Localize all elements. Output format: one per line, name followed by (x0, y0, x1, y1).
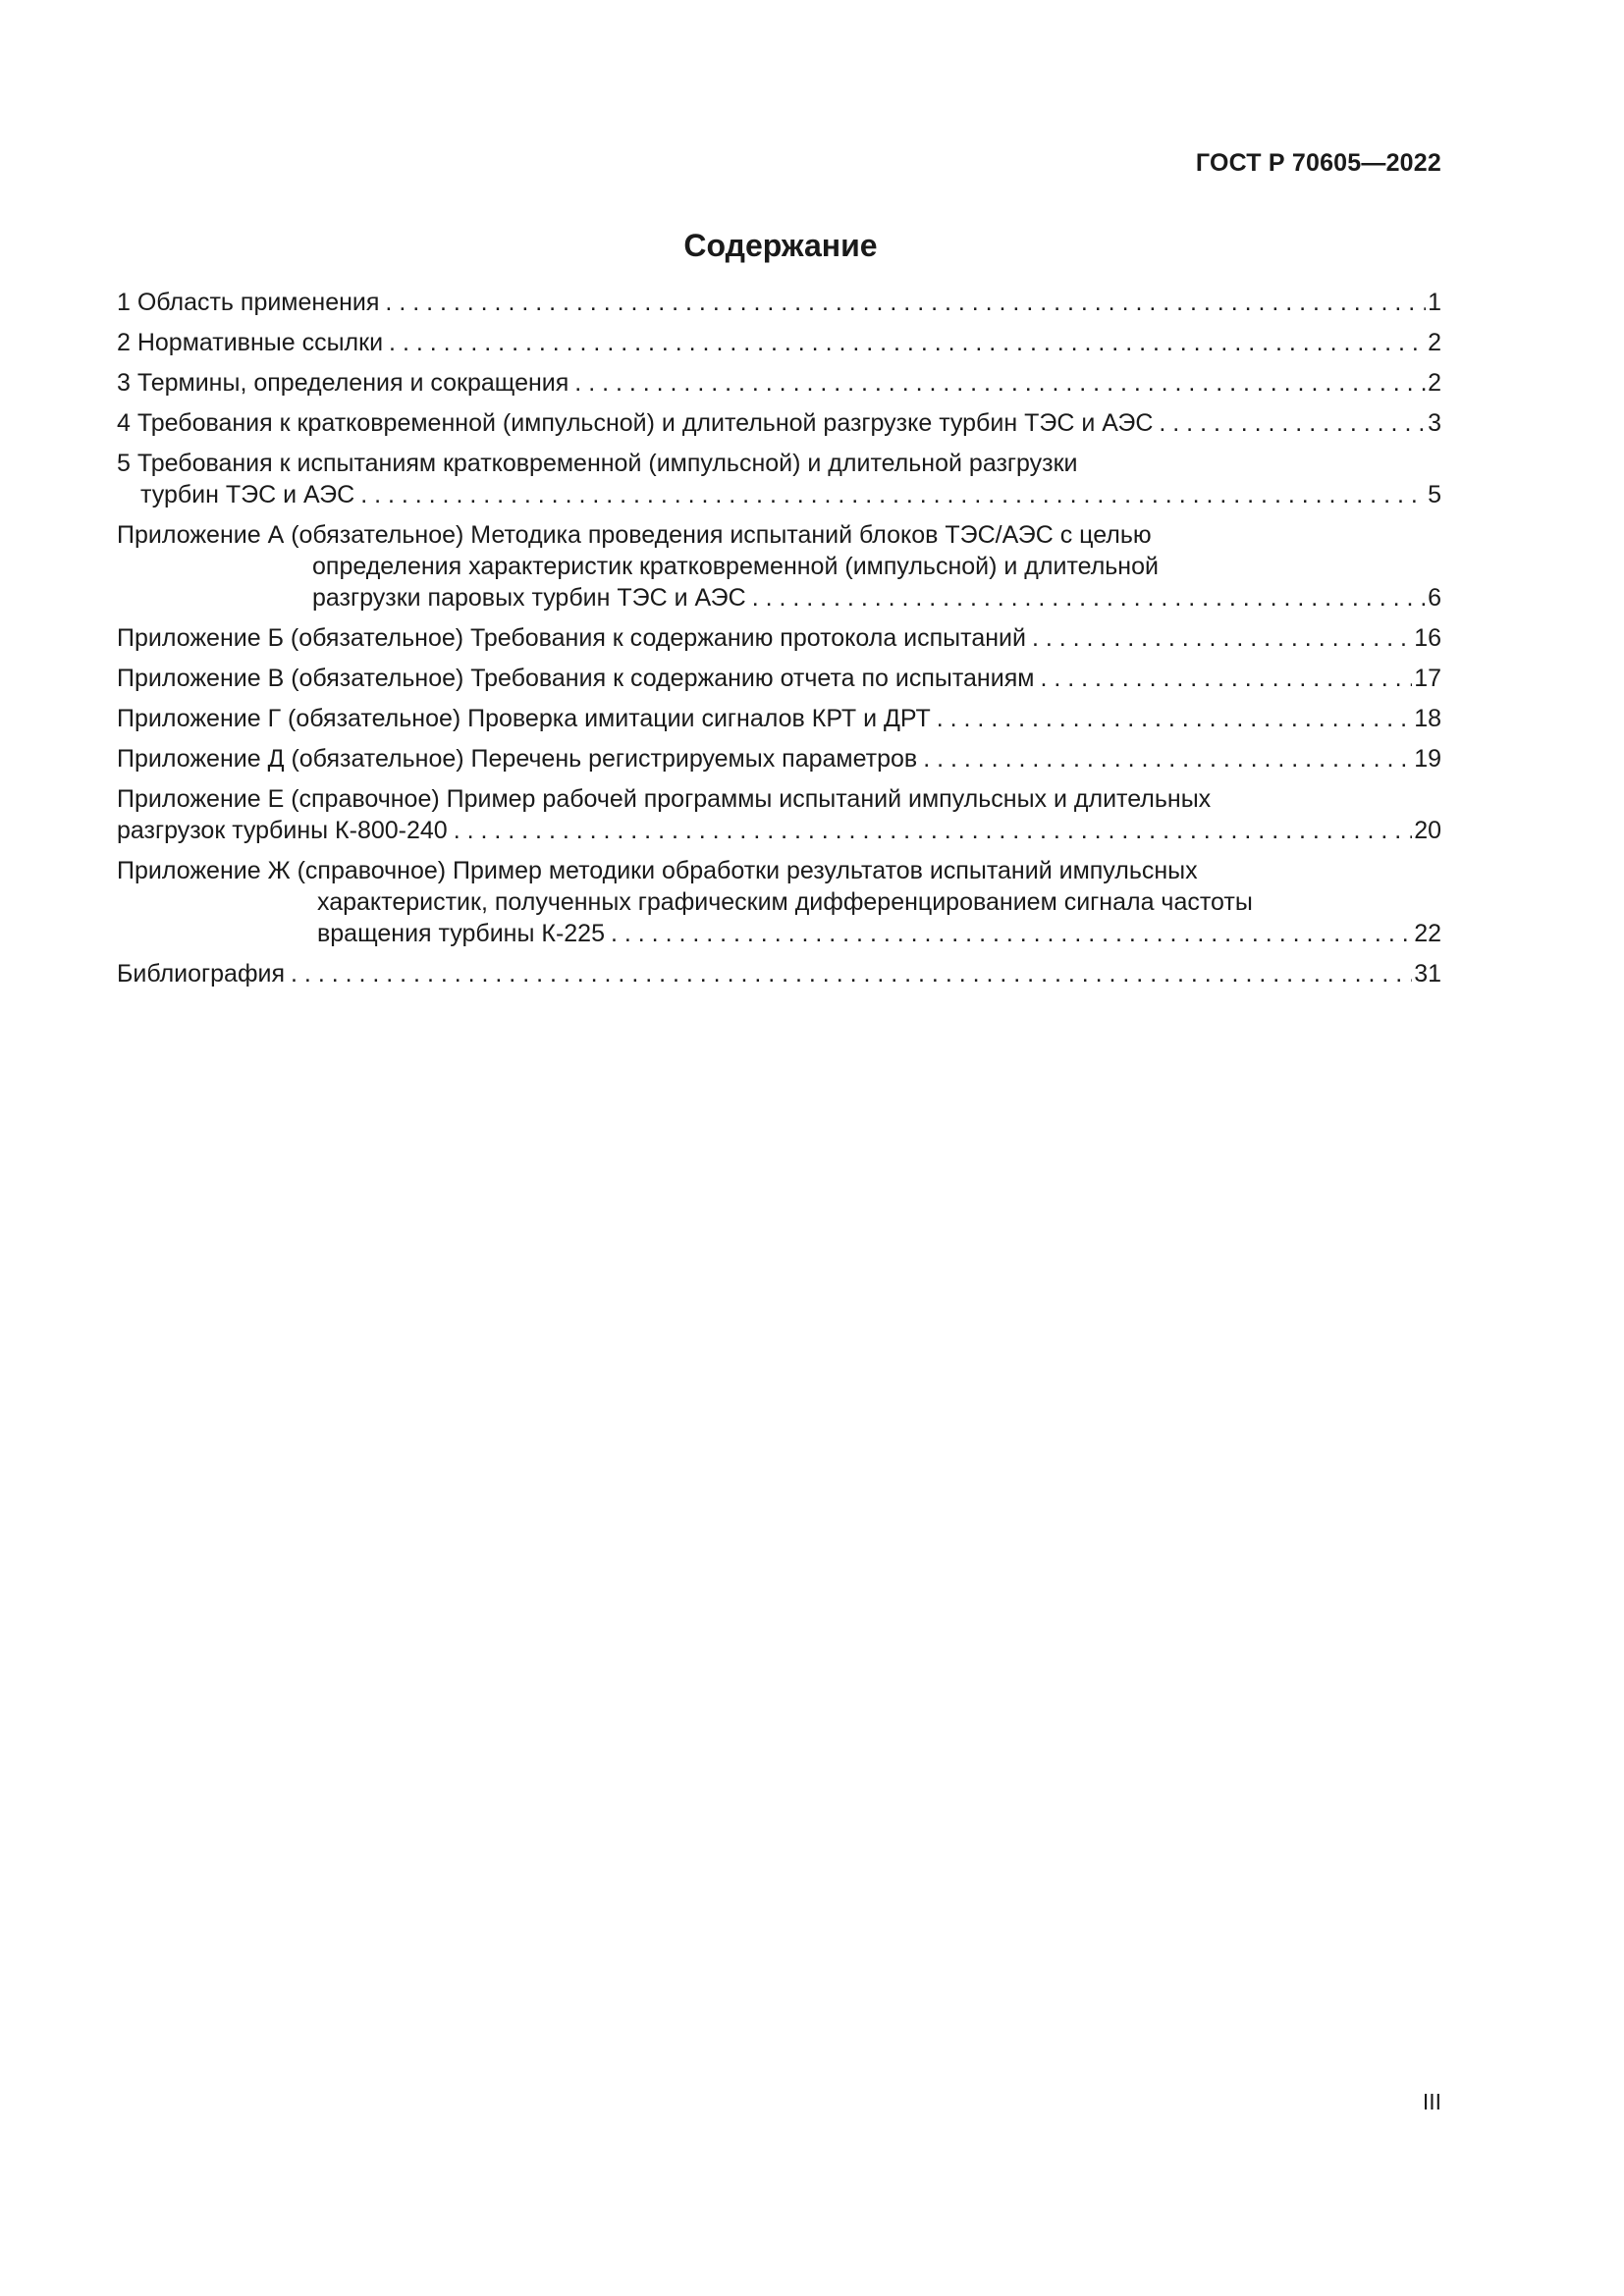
toc-entry-title-continuation: турбин ТЭС и АЭС (140, 481, 355, 508)
toc-entry[interactable] (117, 663, 1441, 694)
toc-page-number: 5 (1428, 481, 1441, 508)
toc-entry-title-continuation: разгрузок турбины К-800-240 (117, 817, 448, 844)
toc-entry-title: 2 Нормативные ссылки (117, 329, 384, 356)
toc-entry-title-line: 5 Требования к испытаниям кратковременной (импульсной) и длительной разгрузки (117, 450, 1078, 477)
toc-entry-title-line: характеристик, полученных графическим дифференцированием сигнала частоты (317, 888, 1253, 916)
toc-entry[interactable] (117, 367, 1441, 399)
toc-page-number: 19 (1414, 745, 1441, 773)
dot-leader (389, 327, 1426, 358)
toc-entry[interactable] (117, 855, 1441, 949)
dot-leader (1032, 622, 1412, 654)
toc-entry[interactable] (117, 743, 1441, 774)
toc-entry-title: Приложение Б (обязательное) Требования к содержанию протокола испытаний (117, 624, 1026, 652)
page-number: III (1422, 2089, 1441, 2114)
dot-leader (360, 479, 1426, 510)
toc-entry-title-continuation: разгрузки паровых турбин ТЭС и АЭС (312, 584, 746, 612)
toc-entry-title-line: Приложение А (обязательное) Методика проведения испытаний блоков ТЭС/АЭС с целью (117, 521, 1152, 549)
dot-leader (1159, 407, 1426, 439)
dot-leader (454, 815, 1412, 846)
toc-entry[interactable] (117, 327, 1441, 358)
toc-entry-title: 3 Термины, определения и сокращения (117, 369, 569, 397)
toc-entry-title: Приложение В (обязательное) Требования к содержанию отчета по испытаниям (117, 665, 1035, 692)
dot-leader (611, 918, 1412, 949)
toc-entry-title: Приложение Г (обязательное) Проверка имитации сигналов КРТ и ДРТ (117, 705, 931, 732)
toc-page-number: 16 (1414, 624, 1441, 652)
dot-leader (574, 367, 1426, 399)
toc-entry-title-line: Приложение Е (справочное) Пример рабочей программы испытаний импульсных и длительных (117, 785, 1212, 813)
toc-entry-title: 1 Область применения (117, 289, 380, 316)
toc-entry-title-continuation: вращения турбины К-225 (317, 920, 605, 947)
dot-leader (937, 703, 1412, 734)
dot-leader (1040, 663, 1412, 694)
toc-entry[interactable] (117, 287, 1441, 318)
dot-leader (752, 582, 1426, 614)
toc-entry[interactable] (117, 622, 1441, 654)
toc-entry-title-line: Приложение Ж (справочное) Пример методики обработки результатов испытаний импульсных (117, 857, 1198, 884)
toc-page-number: 20 (1414, 817, 1441, 844)
toc-page-number: 18 (1414, 705, 1441, 732)
toc-page-number: 6 (1428, 584, 1441, 612)
toc-page-number: 31 (1414, 960, 1441, 988)
toc-entry[interactable] (117, 407, 1441, 439)
page-title: Содержание (683, 228, 878, 263)
document-code: ГОСТ Р 70605—2022 (1195, 149, 1441, 177)
toc-entry[interactable] (117, 958, 1441, 989)
toc-page-number: 22 (1414, 920, 1441, 947)
toc-page-number: 1 (1428, 289, 1441, 316)
toc-page-number: 3 (1428, 409, 1441, 437)
dot-leader (385, 287, 1426, 318)
toc-entry[interactable] (117, 448, 1441, 510)
toc-entry-title: 4 Требования к кратковременной (импульсной) и длительной разгрузке турбин ТЭС и АЭС (117, 409, 1154, 437)
toc-page-number: 17 (1414, 665, 1441, 692)
toc-entry[interactable] (117, 519, 1441, 614)
toc-entry-title-line: определения характеристик кратковременной (импульсной) и длительной (312, 553, 1159, 580)
dot-leader (923, 743, 1412, 774)
toc-entry[interactable] (117, 703, 1441, 734)
table-of-contents (117, 287, 1441, 998)
toc-entry-title: Приложение Д (обязательное) Перечень регистрируемых параметров (117, 745, 918, 773)
toc-page-number: 2 (1428, 369, 1441, 397)
toc-entry[interactable] (117, 783, 1441, 846)
toc-page-number: 2 (1428, 329, 1441, 356)
dot-leader (291, 958, 1412, 989)
toc-entry-title: Библиография (117, 960, 286, 988)
